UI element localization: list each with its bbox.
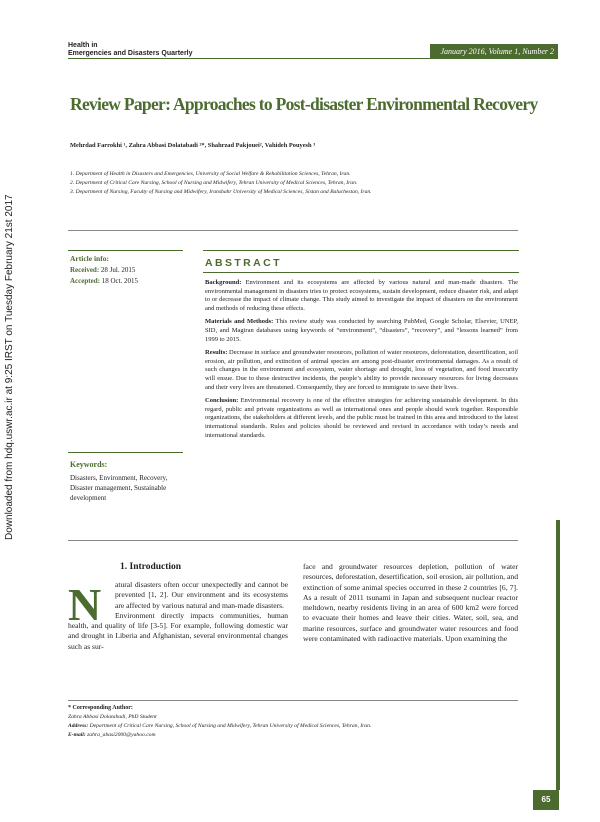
results-label: Results: <box>205 349 228 357</box>
accepted-value: 18 Oct. 2015 <box>101 277 139 285</box>
received-value: 28 Jul. 2015 <box>100 266 136 274</box>
correspondence-address <box>68 722 528 731</box>
accepted-date <box>70 276 180 287</box>
affiliation-1: 1. Department of Health in Disasters and Emergencies, University of Social Welfare & Rehabilitation Sciences, Tehran, Iran. <box>70 171 351 177</box>
received-label: Received: <box>70 266 100 274</box>
correspondence-block <box>68 704 528 740</box>
correspondence-heading: * Corresponding Author: <box>68 705 133 711</box>
conclusion-text: Environmental recovery is one of the effective strategies for achieving sustainable development. In this regard, public and private organizations as well as international ones and people should work together. Responsible organizations, the stakeholders at different levels, and the public must be trained in this area and introduced to the latest international standards. Rules and policies should be reviewed and revised in accordance with today’s needs and international standards. <box>205 397 518 439</box>
page-edge-strip <box>556 520 560 790</box>
keywords-heading: Keywords: <box>70 460 108 469</box>
results-text: Decrease in surface and groundwater resources, pollution of water resources, deforestation, desertification, soil erosion, air pollution, and extinction of animal species are among post-disaster environmental damages. As a result of such changes in the environment and ecosystem, water shortage and drought, loss of vegetation, and food insecurity will ensue. Due to these destructive incidents, the people’s ability to provide necessary resources for living decreases and their very lives are threatened. Consequently, they are forced to immigrate to save their lives. <box>205 349 518 391</box>
footnote-rule <box>68 700 518 701</box>
author-list: Mehrdad Farrokhi ¹, Zahra Abbasi Dolatabadi ²*, Shahrzad Pakjouei², Vahideh Pouyesh ³ <box>70 142 316 149</box>
address-text: Department of Critical Care Nursing, School of Nursing and Midwifery, Tehran University of Medical Sciences, Tehran, Iran. <box>89 723 372 729</box>
keywords-block <box>70 460 180 503</box>
email-text: zahra_abasi2000@yahoo.com <box>87 732 156 738</box>
page-number: 65 <box>533 790 559 810</box>
intro-paragraph-2: Environment directly impacts communities, human health, and quality of life [3-5]. For example, following domestic war and drought in Liberia and Afghanistan, several environmental changes such as sur- <box>68 610 288 651</box>
journal-name-line1: Health in <box>68 42 98 49</box>
keywords-text: Disasters, Environment, Recovery, Disaster management, Sustainable development <box>70 474 168 502</box>
journal-name-line2: Emergencies and Disasters Quarterly <box>68 50 193 57</box>
accepted-label: Accepted: <box>70 277 100 285</box>
affiliation-2: 2. Department of Critical Care Nursing, School of Nursing and Midwifery, Tehran University of Medical Sciences, Tehran, Iran. <box>70 180 358 186</box>
intro-left-column <box>68 580 288 652</box>
intro-right-column: face and groundwater resources depletion, pollution of water resources, deforestation, desertification, soil erosion, air pollution, and extinction of some animal species occurred in these 2 countries [6, 7]. As a result of 2011 tsunami in Japan and subsequent nuclear reactor meltdown, nearby residents living in an area of 600 km2 were forced to evacuate their homes and leave their cities. Water, soil, sea, and marine resources, surface and groundwater water resources and food were contaminated with radioactive materials. Upon examining the <box>303 562 518 644</box>
abstract-background <box>205 279 518 313</box>
article-info-top-rule <box>68 250 183 251</box>
download-watermark-text: Downloaded from hdq.uswr.ac.ir at 9:25 IRST on Tuesday February 21st 2017 <box>4 194 15 540</box>
article-info-heading: Article info: <box>70 254 109 263</box>
conclusion-label: Conclusion: <box>205 397 239 405</box>
abstract-heading-rule <box>203 272 519 273</box>
article-info <box>70 253 180 287</box>
affiliation-divider <box>68 230 518 231</box>
introduction-heading: 1. Introduction <box>120 562 182 572</box>
drop-cap: N <box>68 579 102 630</box>
address-label: Address: <box>68 723 89 729</box>
abstract-top-rule <box>203 250 519 251</box>
download-watermark <box>4 160 16 540</box>
affiliations <box>70 170 550 197</box>
received-date <box>70 265 180 276</box>
abstract-heading: ABSTRACT <box>205 257 282 269</box>
paper-title: Review Paper: Approaches to Post-disaster Environmental Recovery <box>70 94 538 114</box>
background-text: Environment and its ecosystems are affected by various natural and man-made disasters. The environmental management in disasters tries to protect ecosystems, sustain development, reduce disaster risk, and adapt to or decrease the impact of climate change. This study aimed to investigate the impact of disasters on the environment and methods of reducing these effects. <box>205 279 519 312</box>
methods-text: This review study was conducted by searching PubMed, Google Scholar, Elsevier, UNEP, SID, and Magiran databases using keywords of “environment”, “disasters”, “recovery”, and “lessons learned” from 1999 to 2015. <box>205 318 518 343</box>
abstract-bottom-rule <box>68 540 518 541</box>
background-label: Background: <box>205 279 242 286</box>
affiliation-3: 3. Department of Nursing, Faculty of Nursing and Midwifery, Iranshahr University of Medical Sciences, Sistan and Baluchestan, Iran. <box>70 189 372 195</box>
abstract-methods <box>205 318 518 344</box>
methods-label: Materials and Methods: <box>205 318 274 326</box>
abstract-body <box>205 279 518 445</box>
journal-name <box>68 42 193 58</box>
issue-banner: January 2016, Volume 1, Number 2 <box>430 44 558 59</box>
abstract-conclusion <box>205 397 518 440</box>
header-divider <box>68 58 558 59</box>
correspondence-name: Zahra Abbasi Dolatabadi, PhD Student <box>68 714 157 720</box>
email-label: E-mail: <box>68 732 86 738</box>
intro-paragraph-1: atural disasters often occur unexpectedly and cannot be prevented [1, 2]. Our environment and its ecosystems are affected by various natural and man-made disasters. <box>115 580 288 610</box>
abstract-results <box>205 349 518 392</box>
keywords-top-rule <box>68 452 183 453</box>
correspondence-email <box>68 731 528 740</box>
